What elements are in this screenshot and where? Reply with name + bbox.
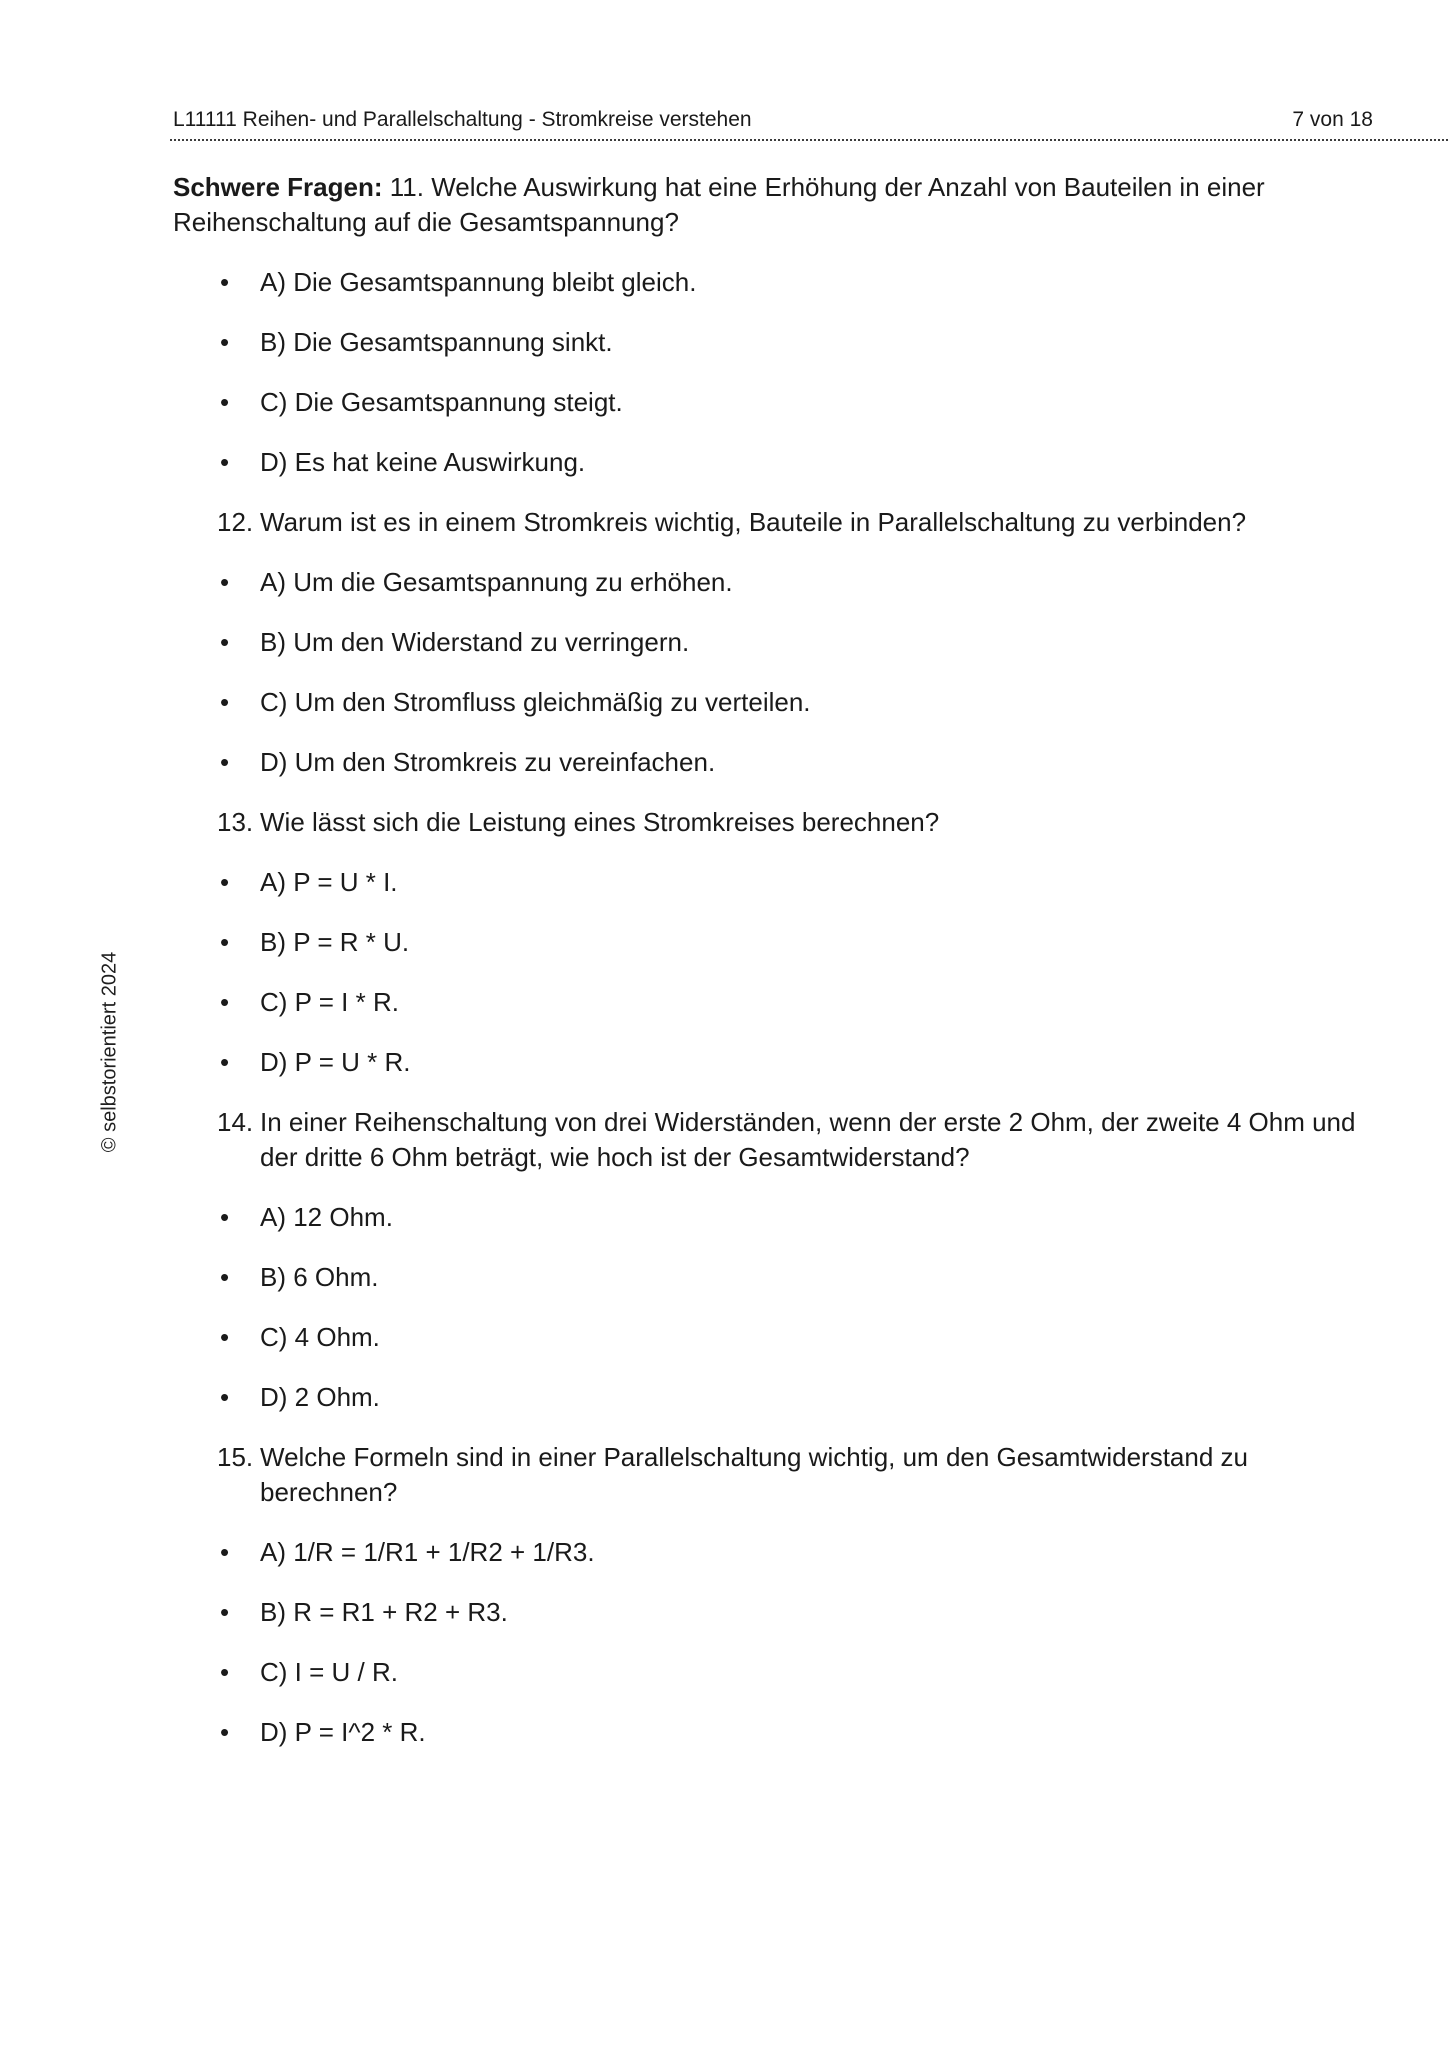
option-row xyxy=(173,325,1413,360)
bullet-icon: • xyxy=(220,567,230,597)
bullet-icon: • xyxy=(220,927,230,957)
option-row xyxy=(173,385,1413,420)
page-number: 7 von 18 xyxy=(1292,108,1373,131)
question-11-line-2: Reihenschaltung auf die Gesamtspannung? xyxy=(173,207,679,237)
option-text: A) Um die Gesamtspannung zu erhöhen. xyxy=(260,567,733,597)
option-row xyxy=(173,925,1413,960)
option-text: D) P = U * R. xyxy=(260,1047,411,1077)
option-row xyxy=(173,1655,1413,1690)
question-text-line-1: Welche Formeln sind in einer Parallelschaltung wichtig, um den Gesamtwiderstand zu xyxy=(260,1442,1248,1472)
bullet-icon: • xyxy=(220,447,230,477)
bullet-icon: • xyxy=(220,687,230,717)
bullet-icon: • xyxy=(220,627,230,657)
option-row xyxy=(173,865,1413,900)
option-row xyxy=(173,1715,1413,1750)
question-row xyxy=(173,1105,1413,1175)
question-text-line-2: berechnen? xyxy=(260,1477,398,1507)
question-11-line-1 xyxy=(173,170,1413,205)
option-text: B) R = R1 + R2 + R3. xyxy=(260,1597,508,1627)
question-number: 14. xyxy=(217,1107,254,1137)
option-row xyxy=(173,1535,1413,1570)
question-text: Warum ist es in einem Stromkreis wichtig, Bauteile in Parallelschaltung zu verbinden? xyxy=(260,507,1247,537)
bullet-icon: • xyxy=(220,387,230,417)
question-number: 13. xyxy=(217,807,254,837)
option-row xyxy=(173,1260,1413,1295)
option-text: C) 4 Ohm. xyxy=(260,1322,380,1352)
header-title: L11111 Reihen- und Parallelschaltung - Stromkreise verstehen xyxy=(173,108,752,131)
option-row xyxy=(173,445,1413,480)
question-11-text-1: 11. Welche Auswirkung hat eine Erhöhung der Anzahl von Bauteilen in einer xyxy=(389,172,1265,202)
option-text: D) 2 Ohm. xyxy=(260,1382,380,1412)
option-text: C) I = U / R. xyxy=(260,1657,398,1687)
option-text: A) 12 Ohm. xyxy=(260,1202,393,1232)
option-text: B) Die Gesamtspannung sinkt. xyxy=(260,327,613,357)
option-text: D) Um den Stromkreis zu vereinfachen. xyxy=(260,747,716,777)
page-header xyxy=(173,106,1373,134)
question-row xyxy=(173,1440,1413,1510)
option-row xyxy=(173,685,1413,720)
bullet-icon: • xyxy=(220,1537,230,1567)
section-label: Schwere Fragen: xyxy=(173,172,383,202)
question-11-paragraph xyxy=(173,170,1413,240)
bullet-icon: • xyxy=(220,1382,230,1412)
bullet-icon: • xyxy=(220,1597,230,1627)
bullet-icon: • xyxy=(220,1262,230,1292)
option-row xyxy=(173,265,1413,300)
bullet-icon: • xyxy=(220,1202,230,1232)
question-text-line-2: der dritte 6 Ohm beträgt, wie hoch ist der Gesamtwiderstand? xyxy=(260,1142,970,1172)
option-row xyxy=(173,565,1413,600)
bullet-icon: • xyxy=(220,867,230,897)
option-text: C) P = I * R. xyxy=(260,987,399,1017)
bullet-icon: • xyxy=(220,1717,230,1747)
option-text: A) 1/R = 1/R1 + 1/R2 + 1/R3. xyxy=(260,1537,595,1567)
option-text: B) Um den Widerstand zu verringern. xyxy=(260,627,690,657)
option-text: B) 6 Ohm. xyxy=(260,1262,379,1292)
header-divider xyxy=(170,139,1448,141)
bullet-icon: • xyxy=(220,327,230,357)
option-text: D) P = I^2 * R. xyxy=(260,1717,426,1747)
option-text: D) Es hat keine Auswirkung. xyxy=(260,447,586,477)
question-number: 15. xyxy=(217,1442,254,1472)
bullet-icon: • xyxy=(220,987,230,1017)
option-text: B) P = R * U. xyxy=(260,927,410,957)
option-row xyxy=(173,1595,1413,1630)
option-text: C) Um den Stromfluss gleichmäßig zu verteilen. xyxy=(260,687,811,717)
bullet-icon: • xyxy=(220,1657,230,1687)
option-row xyxy=(173,1380,1413,1415)
copyright-vertical-text: © selbstorientiert 2024 xyxy=(98,951,121,1153)
question-row xyxy=(173,505,1413,540)
question-text-line-1: In einer Reihenschaltung von drei Widerständen, wenn der erste 2 Ohm, der zweite 4 Ohm und xyxy=(260,1107,1356,1137)
option-row xyxy=(173,745,1413,780)
option-row xyxy=(173,985,1413,1020)
question-number: 12. xyxy=(217,507,254,537)
option-text: C) Die Gesamtspannung steigt. xyxy=(260,387,623,417)
question-text: Wie lässt sich die Leistung eines Stromkreises berechnen? xyxy=(260,807,940,837)
bullet-icon: • xyxy=(220,1322,230,1352)
bullet-icon: • xyxy=(220,267,230,297)
option-row xyxy=(173,1045,1413,1080)
option-text: A) Die Gesamtspannung bleibt gleich. xyxy=(260,267,697,297)
bullet-icon: • xyxy=(220,1047,230,1077)
bullet-icon: • xyxy=(220,747,230,777)
option-text: A) P = U * I. xyxy=(260,867,398,897)
question-row xyxy=(173,805,1413,840)
option-row xyxy=(173,625,1413,660)
option-row xyxy=(173,1200,1413,1235)
option-row xyxy=(173,1320,1413,1355)
quiz-content xyxy=(173,170,1413,1775)
